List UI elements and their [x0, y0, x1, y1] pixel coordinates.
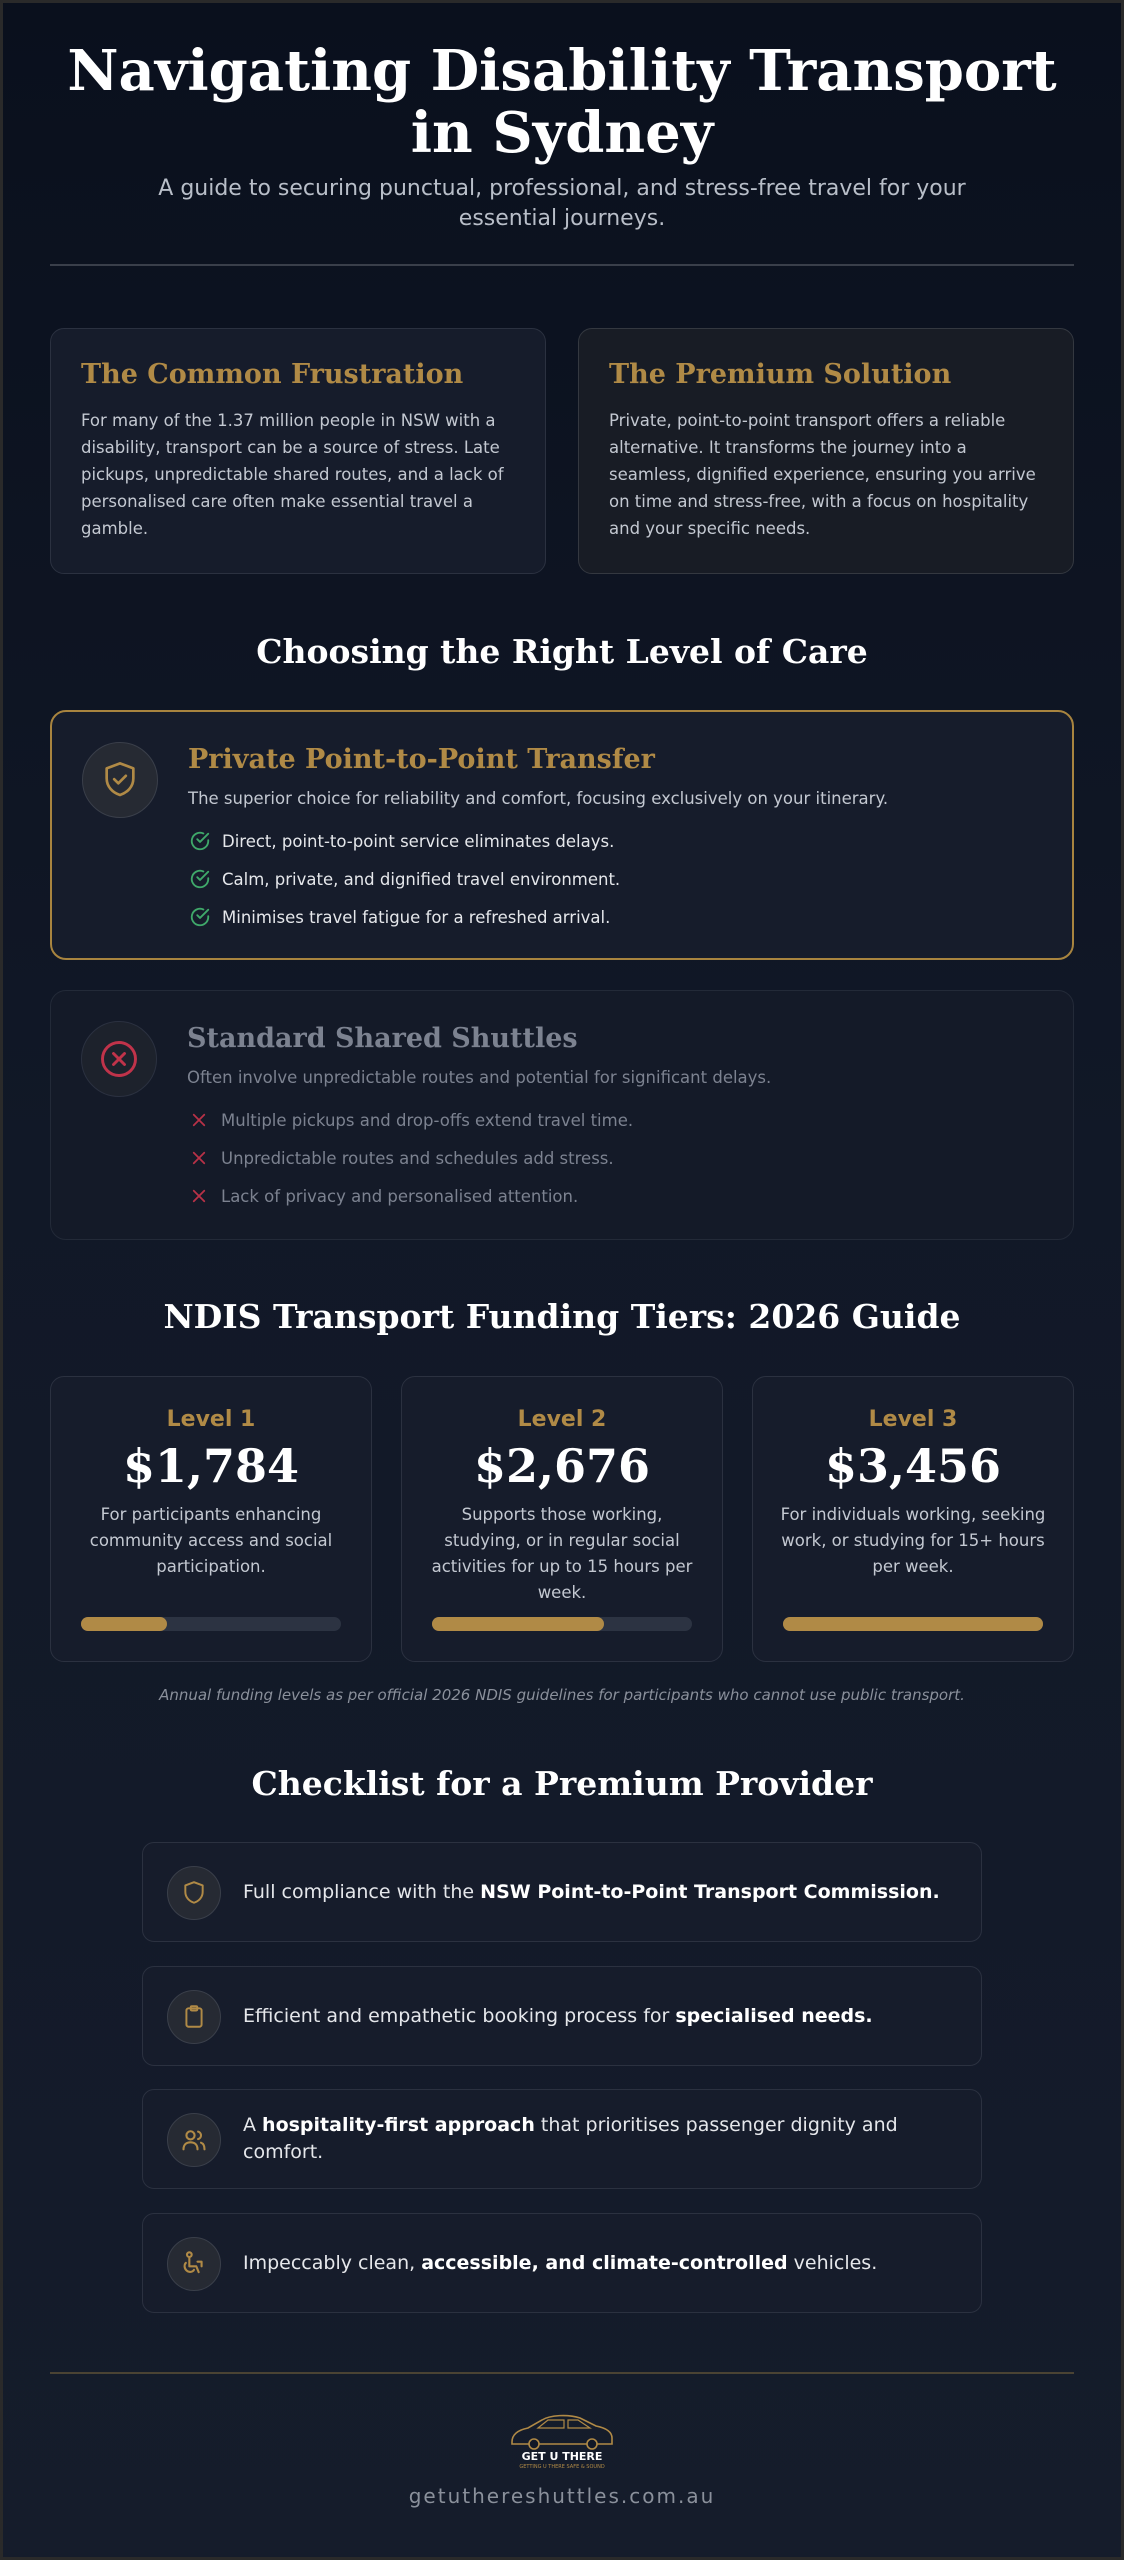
tier-description: Supports those working, studying, or in regular social activities for up to 15 hours per week.	[431, 1505, 693, 1602]
frustration-card	[50, 328, 546, 574]
check-circle-icon	[188, 829, 212, 853]
tier-level: Level 2	[517, 1407, 607, 1432]
x-icon	[187, 1108, 211, 1132]
frustration-card-text: For many of the 1.37 million people in NSW with a disability, transport can be a source of stress. Late pickups, unpredictable shared routes, and a lack of personalised care often make essential travel a gamble.	[81, 411, 504, 538]
frustration-card-title: The Common Frustration	[81, 359, 464, 390]
tier-progress-bar	[432, 1617, 692, 1631]
check-circle-icon	[188, 905, 212, 929]
tier-level: Level 1	[166, 1407, 256, 1432]
tier-amount: $2,676	[473, 1439, 651, 1493]
checklist-item-text: Efficient and empathetic booking process for specialised needs.	[243, 2004, 873, 2027]
page-title: Navigating Disability Transport in Sydney	[67, 38, 1057, 166]
tier-level: Level 3	[868, 1407, 958, 1432]
checklist-item-text: Full compliance with the NSW Point-to-Point Transport Commission.	[243, 1880, 940, 1903]
checklist-item-text: Impeccably clean, accessible, and climate-controlled vehicles.	[243, 2251, 878, 2274]
tier-progress-bar	[81, 1617, 341, 1631]
funding-tier-card	[401, 1376, 723, 1662]
checklist-section-title: Checklist for a Premium Provider	[251, 1764, 873, 1803]
private-transfer-point: Direct, point-to-point service eliminates delays.	[188, 822, 1042, 860]
x-icon	[187, 1184, 211, 1208]
tier-progress-fill	[432, 1617, 604, 1631]
private-transfer-point: Calm, private, and dignified travel environment.	[188, 860, 1042, 898]
tier-amount: $3,456	[824, 1439, 1002, 1493]
shared-shuttle-title: Standard Shared Shuttles	[187, 1023, 578, 1054]
funding-tier-card	[752, 1376, 1074, 1662]
checklist-item-text: A hospitality-first approach that prioritises passenger dignity and comfort.	[243, 2114, 898, 2163]
tier-progress-bar	[783, 1617, 1043, 1631]
footer-divider	[50, 2372, 1074, 2374]
funding-tier-card	[50, 1376, 372, 1662]
tier-amount: $1,784	[122, 1439, 300, 1493]
check-circle-icon	[188, 867, 212, 891]
x-circle-icon	[81, 1021, 157, 1097]
clipboard-icon	[167, 1990, 221, 2044]
funding-section-title: NDIS Transport Funding Tiers: 2026 Guide	[163, 1297, 961, 1336]
tier-progress-fill	[81, 1617, 167, 1631]
solution-card-text: Private, point-to-point transport offers a reliable alternative. It transforms the journey into a seamless, dignified experience, ensuring you arrive on time and stress-free, with a focus on hospitality and your specific needs.	[609, 411, 1036, 538]
private-transfer-title: Private Point-to-Point Transfer	[188, 744, 655, 775]
shared-shuttle-option	[50, 990, 1074, 1240]
shared-shuttle-point: Multiple pickups and drop-offs extend travel time.	[187, 1101, 1043, 1139]
private-transfer-option	[50, 710, 1074, 960]
solution-card	[578, 328, 1074, 574]
private-transfer-description: The superior choice for reliability and comfort, focusing exclusively on your itinerary.	[188, 789, 889, 808]
checklist-item	[142, 1842, 982, 1942]
shared-shuttle-point: Lack of privacy and personalised attention.	[187, 1177, 1043, 1215]
solution-card-title: The Premium Solution	[609, 359, 952, 390]
logo-tagline: GETTING U THERE SAFE & SOUND	[519, 2464, 605, 2470]
checklist-item	[142, 1966, 982, 2066]
funding-note: Annual funding levels as per official 2026 NDIS guidelines for participants who cannot use public transport.	[159, 1686, 965, 1704]
header-divider	[50, 264, 1074, 266]
users-icon	[167, 2113, 221, 2167]
shared-shuttle-point: Unpredictable routes and schedules add stress.	[187, 1139, 1043, 1177]
logo-text: GET U THERE	[521, 2450, 603, 2463]
checklist-item	[142, 2089, 982, 2189]
tier-progress-fill	[783, 1617, 1043, 1631]
accessibility-icon	[167, 2237, 221, 2291]
private-transfer-point: Minimises travel fatigue for a refreshed arrival.	[188, 898, 1042, 936]
website-link[interactable]: getuthereshuttles.com.au	[408, 2484, 716, 2508]
shared-shuttle-description: Often involve unpredictable routes and potential for significant delays.	[187, 1068, 772, 1087]
page-subtitle: A guide to securing punctual, professional, and stress-free travel for your essential journeys.	[158, 176, 966, 231]
checklist-item	[142, 2213, 982, 2313]
brand-logo	[498, 2404, 626, 2470]
shield-icon	[167, 1866, 221, 1920]
care-section-title: Choosing the Right Level of Care	[256, 632, 868, 671]
x-icon	[187, 1146, 211, 1170]
shield-check-icon	[82, 742, 158, 818]
tier-description: For participants enhancing community access and social participation.	[89, 1505, 333, 1576]
tier-description: For individuals working, seeking work, or studying for 15+ hours per week.	[780, 1505, 1046, 1576]
